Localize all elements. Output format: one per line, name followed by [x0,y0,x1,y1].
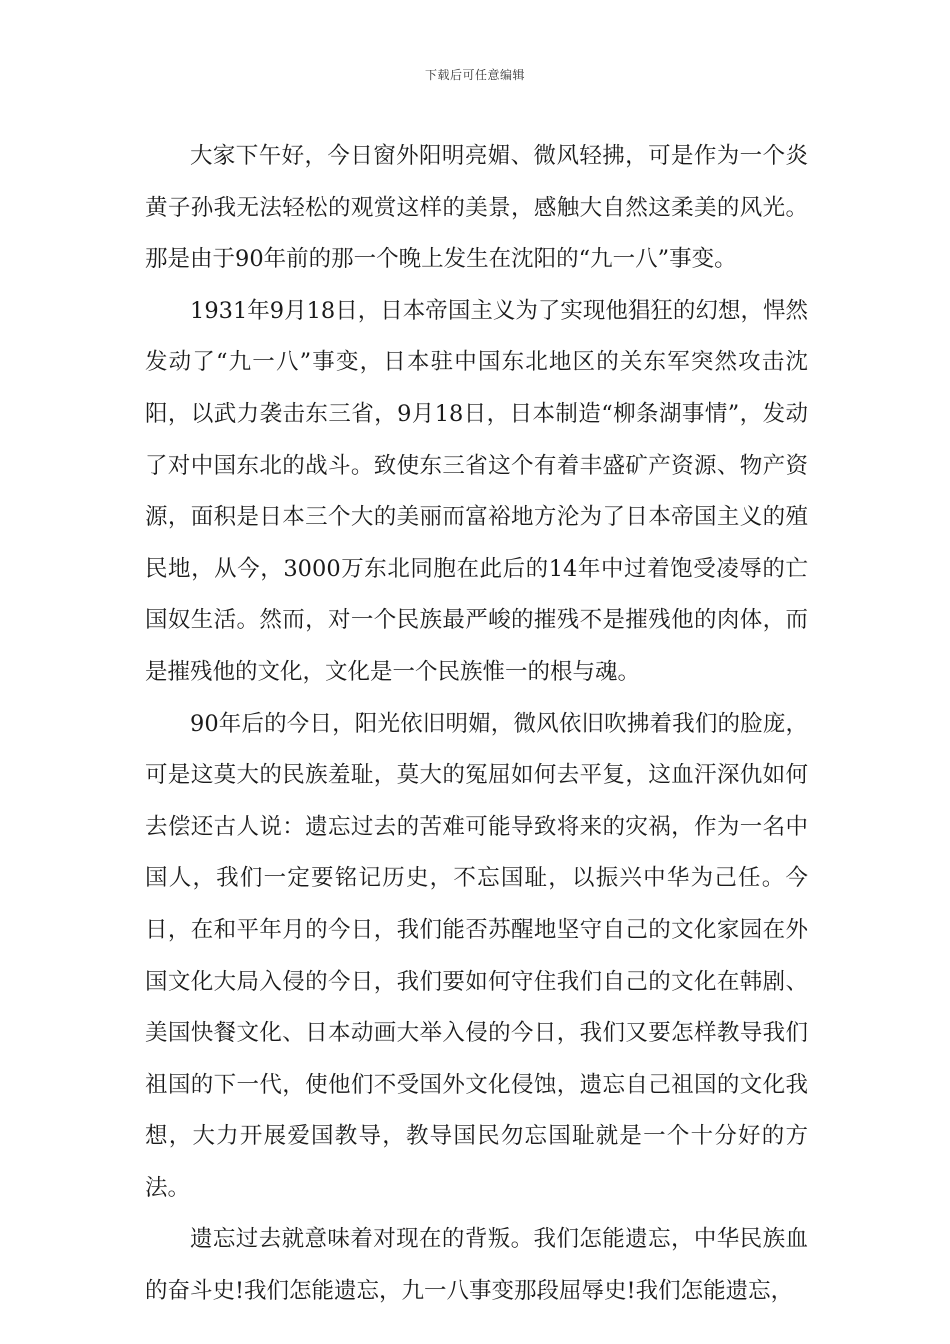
speech-body [145,131,808,1318]
paragraph-3: 90年后的今日，阳光依旧明媚，微风依旧吹拂着我们的脸庞，可是这莫大的民族羞耻，莫大的冤屈如何去平复，这血汗深仇如何去偿还古人说：遗忘过去的苦难可能导致将来的灾祸，作为一名中国人，我们一定要铭记历史，不忘国耻，以振兴中华为己任。今日，在和平年月的今日，我们能否苏醒地坚守自己的文化家园在外国文化大局入侵的今日，我们要如何守住我们自己的文化在韩剧、美国快餐文化、日本动画大举入侵的今日，我们又要怎样教导我们祖国的下一代，使他们不受国外文化侵蚀，遗忘自己祖国的文化我想，大力开展爱国教导，教导国民勿忘国耻就是一个十分好的方法。 [145,710,808,1201]
paragraph-2: 1931年9月18日，日本帝国主义为了实现他猖狂的幻想，悍然发动了“九一八”事变，日本驻中国东北地区的关东军突然攻击沈阳，以武力袭击东三省，9月18日，日本制造“柳条湖事情”，发动了对中国东北的战斗。致使东三省这个有着丰盛矿产资源、物产资源，面积是日本三个大的美丽而富裕地方沦为了日本帝国主义的殖民地，从今，3000万东北同胞在此后的14年中过着饱受凌辱的亡国奴生活。然而，对一个民族最严峻的摧残不是摧残他的肉体，而是摧残他的文化，文化是一个民族惟一的根与魂。 [145,297,808,685]
paragraph-1: 大家下午好，今日窗外阳明亮媚、微风轻拂，可是作为一个炎黄子孙我无法轻松的观赏这样的美景，感触大自然这柔美的风光。那是由于90年前的那一个晚上发生在沈阳的“九一八”事变。 [145,143,808,273]
page-header-note: 下载后可任意编辑 [424,68,525,82]
paragraph-4: 遗忘过去就意味着对现在的背叛。我们怎能遗忘，中华民族血的奋斗史!我们怎能遗忘，九一八事变那段屈辱史!我们怎能遗忘， [145,1226,808,1305]
